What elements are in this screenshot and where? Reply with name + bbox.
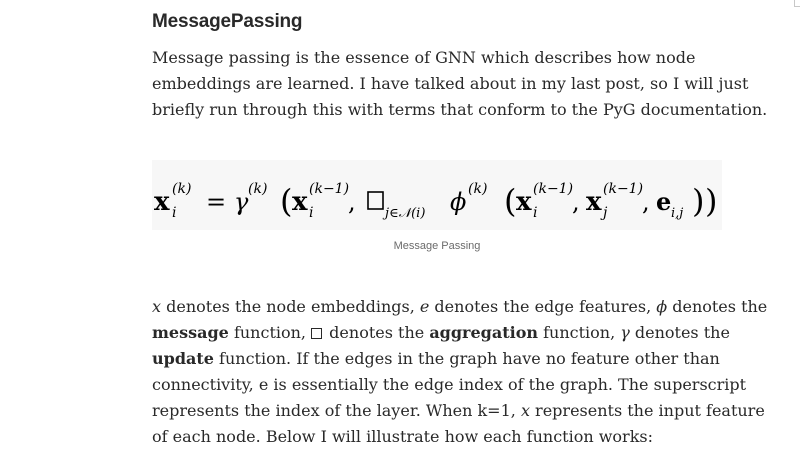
formula-phi: ϕ bbox=[450, 188, 467, 216]
formula-paren-close: ) bbox=[705, 182, 718, 220]
intro-line: Message passing is the essence of GNN which describes how node bbox=[152, 48, 696, 67]
text-run: function. If the edges in the graph have no feature other than bbox=[213, 349, 720, 368]
explanation-line: of each node. Below I will illustrate how each function works: bbox=[152, 427, 653, 446]
formula-equals: = bbox=[206, 188, 227, 216]
formula-lhs-sub: i bbox=[172, 205, 177, 221]
formula-x-prev-sup: (k−1) bbox=[309, 181, 350, 197]
text-run: denotes the node embeddings, bbox=[161, 297, 420, 316]
message-passing-formula bbox=[152, 166, 722, 226]
explanation-line bbox=[152, 346, 727, 372]
symbol-phi: ϕ bbox=[656, 297, 668, 316]
text-run: function, bbox=[538, 323, 621, 342]
formula-gamma-sup: (k) bbox=[248, 181, 268, 197]
explanation-line bbox=[152, 398, 765, 424]
formula-edge-sub: i,j bbox=[671, 206, 684, 221]
text-run: denotes the bbox=[629, 323, 730, 342]
formula-paren-close-inner: ) bbox=[692, 182, 705, 220]
text-run: denotes the bbox=[667, 297, 768, 316]
symbol-e: e bbox=[419, 297, 430, 316]
formula-paren-open: ( bbox=[280, 182, 293, 220]
formula-xi-sub: i bbox=[533, 205, 538, 221]
intro-paragraph bbox=[152, 45, 768, 123]
term-aggregation: aggregation bbox=[429, 323, 538, 342]
formula-paren-open-inner: ( bbox=[504, 182, 517, 220]
symbol-gamma: γ bbox=[620, 323, 630, 342]
term-message: message bbox=[152, 323, 229, 342]
text-run: represents the input feature bbox=[529, 401, 765, 420]
formula-comma: , bbox=[572, 188, 580, 216]
formula-figure bbox=[152, 160, 722, 230]
aggregation-box-icon bbox=[311, 328, 322, 339]
formula-comma: , bbox=[642, 188, 650, 216]
formula-phi-sup: (k) bbox=[468, 181, 488, 197]
explanation-paragraph bbox=[152, 294, 768, 450]
formula-edge: e bbox=[656, 187, 672, 216]
intro-line: embeddings are learned. I have talked about in my last post, so I will just bbox=[152, 74, 749, 93]
formula-xj: x bbox=[586, 187, 602, 217]
formula-x-prev-sub: i bbox=[309, 205, 314, 221]
formula-comma: , bbox=[348, 188, 356, 216]
intro-line: briefly run through this with terms that conform to the PyG documentation. bbox=[152, 100, 768, 119]
explanation-line: connectivity, e is essentially the edge index of the graph. The superscript bbox=[152, 375, 747, 394]
text-run: denotes the bbox=[324, 323, 430, 342]
symbol-x: x bbox=[152, 297, 162, 316]
formula-xj-sub: j bbox=[603, 205, 608, 221]
formula-xj-sup: (k−1) bbox=[603, 181, 644, 197]
text-run: function, bbox=[228, 323, 312, 342]
formula-xi-sup: (k−1) bbox=[533, 181, 574, 197]
formula-x-prev: x bbox=[292, 187, 308, 217]
explanation-line bbox=[152, 294, 768, 320]
symbol-x: x bbox=[520, 401, 530, 420]
formula-agg-sub: j∈𝒩(i) bbox=[385, 206, 426, 221]
explanation-line bbox=[152, 320, 730, 346]
term-update: update bbox=[152, 349, 214, 368]
figure-caption: Message Passing bbox=[393, 240, 481, 252]
formula-lhs-x: x bbox=[154, 187, 170, 217]
text-run: represents the index of the layer. When k=1, bbox=[152, 401, 521, 420]
formula-aggregation-box bbox=[368, 192, 383, 209]
corner-mark bbox=[794, 0, 800, 7]
formula-gamma: γ bbox=[234, 188, 249, 216]
formula-lhs-sup: (k) bbox=[172, 181, 192, 197]
formula-xi: x bbox=[516, 187, 532, 217]
text-run: denotes the edge features, bbox=[429, 297, 657, 316]
section-heading: MessagePassing bbox=[152, 11, 303, 32]
